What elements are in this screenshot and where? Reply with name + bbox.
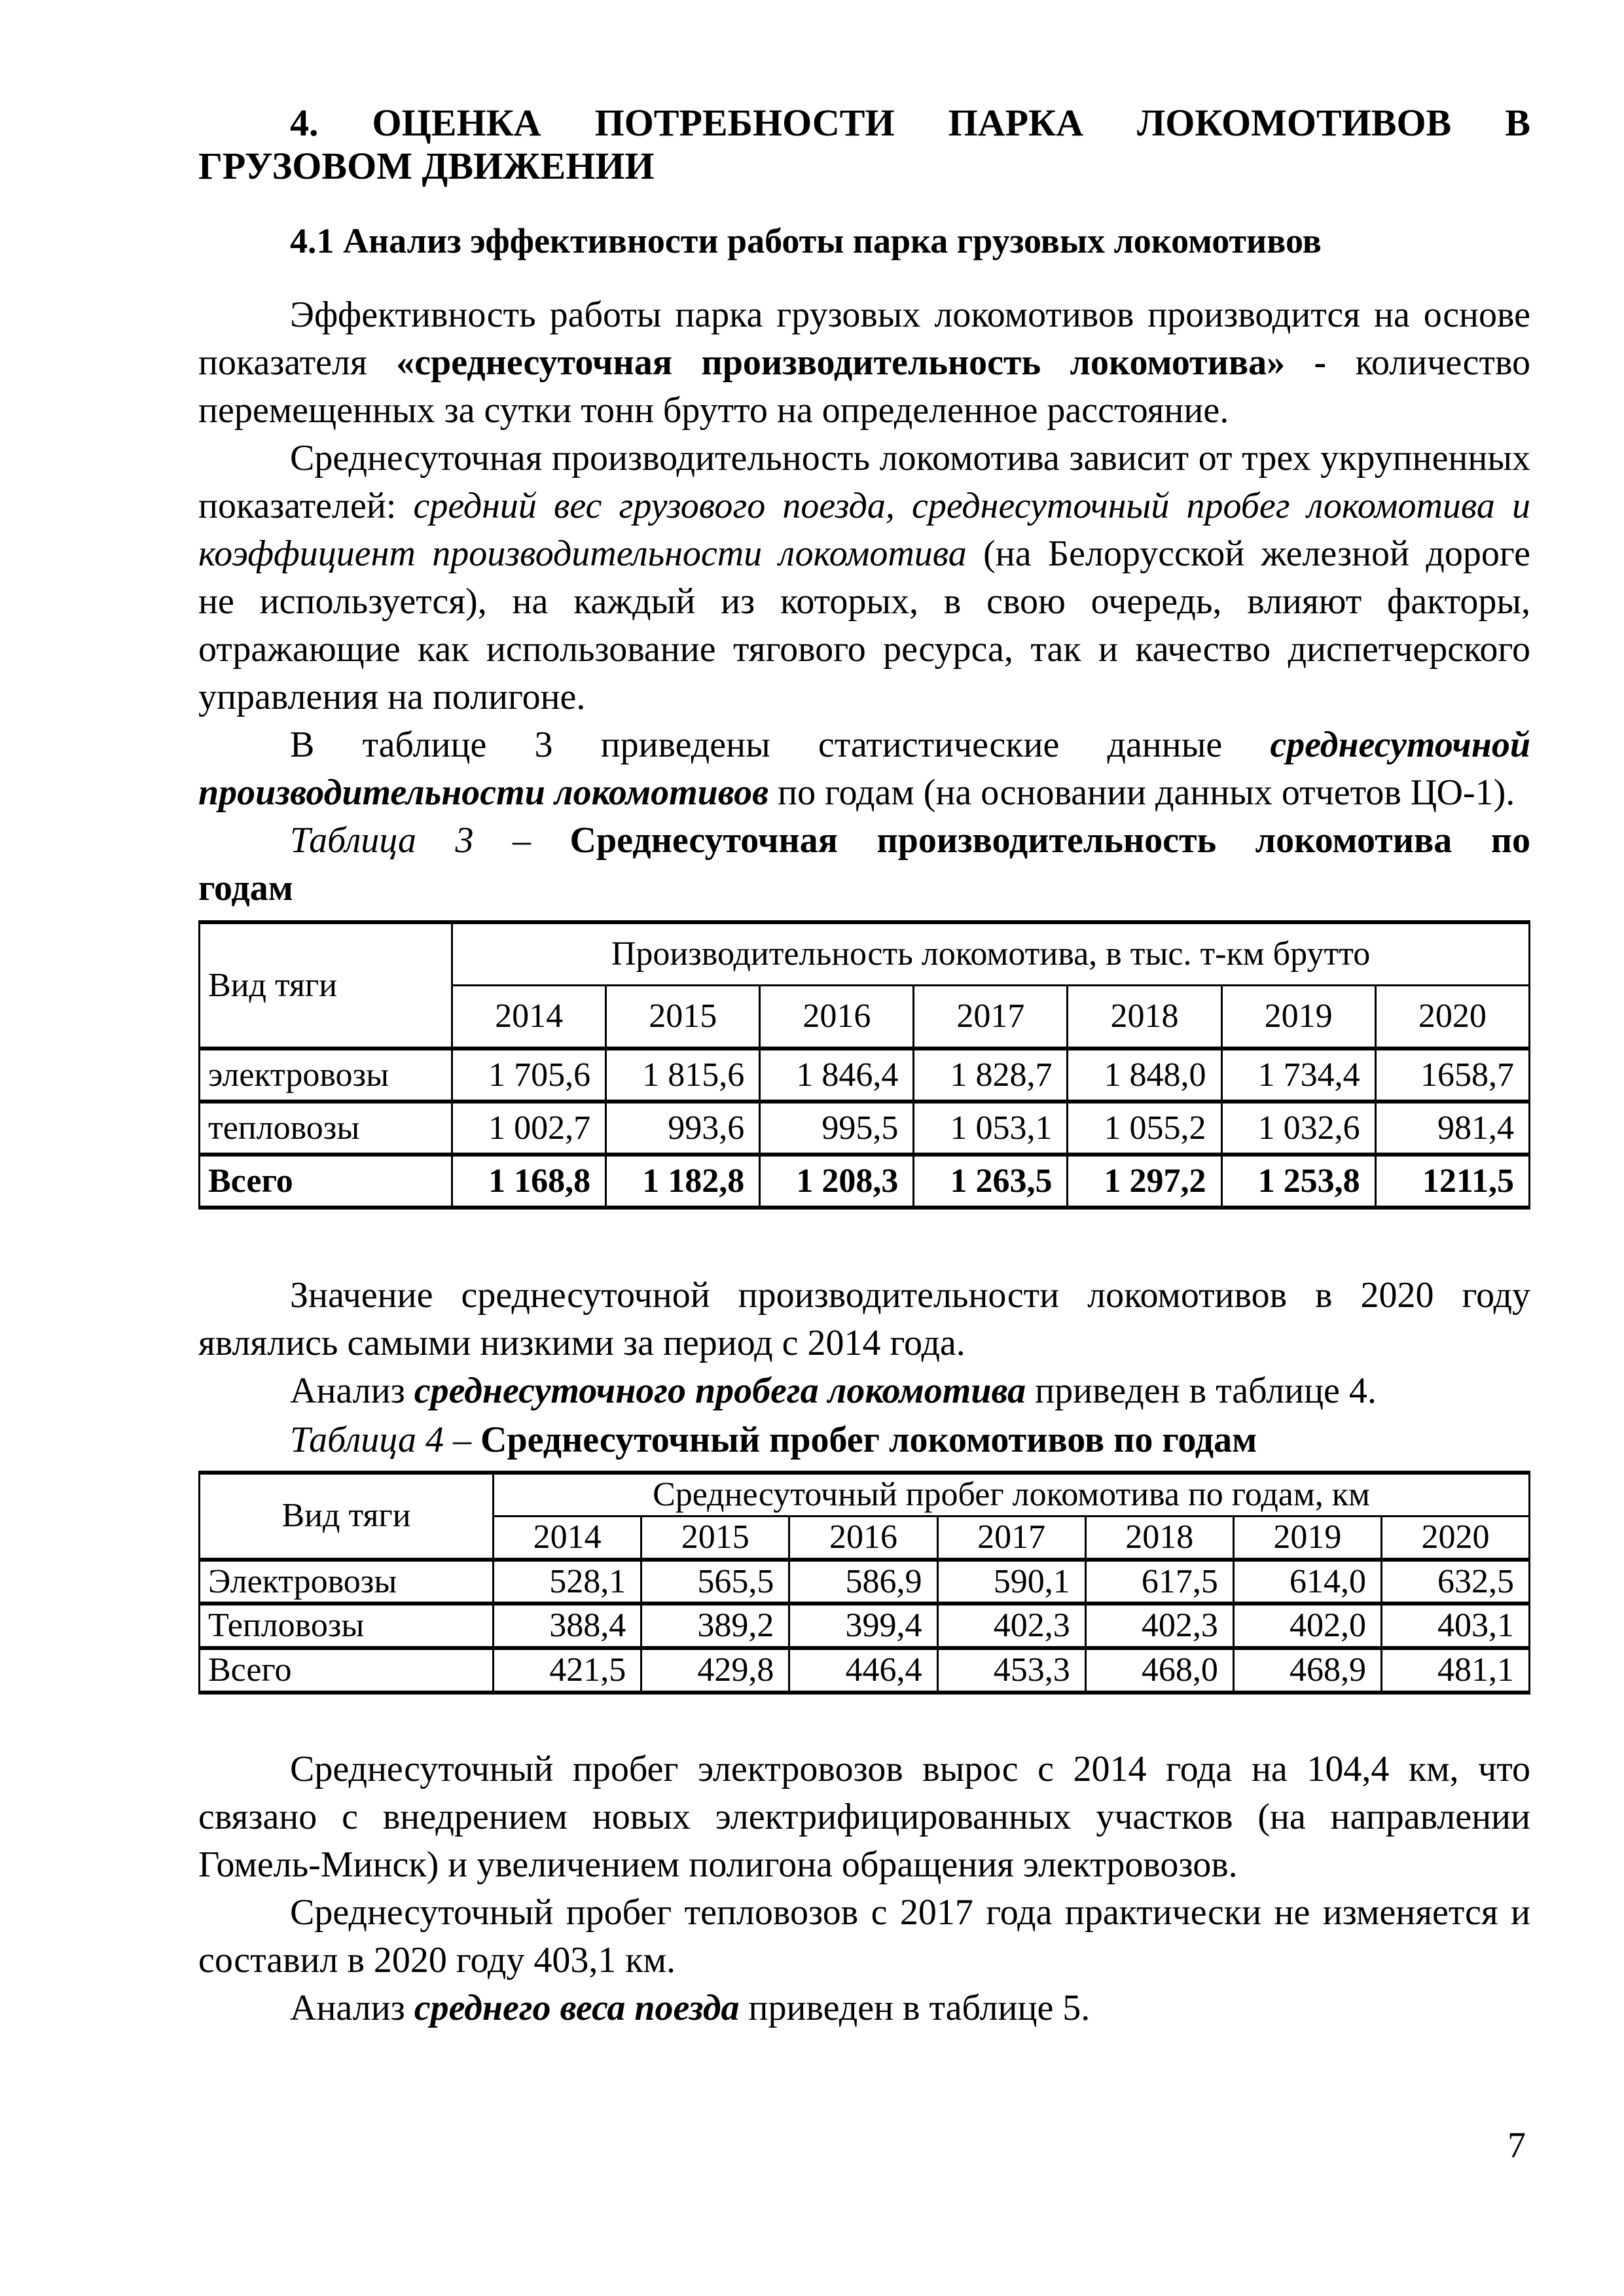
cell-value: 1 848,0 bbox=[1068, 1049, 1221, 1102]
cell-value: 446,4 bbox=[789, 1648, 937, 1693]
section-subheading: 4.1 Анализ эффективности работы парка грузовых локомотивов bbox=[290, 221, 1322, 260]
table-row-total bbox=[200, 1648, 1530, 1693]
cell-value: 993,6 bbox=[606, 1102, 760, 1155]
cell-value: 528,1 bbox=[494, 1560, 641, 1604]
cell-year: 2019 bbox=[1233, 1516, 1381, 1559]
cell-value: 1 208,3 bbox=[760, 1155, 914, 1208]
cell-value: 1 182,8 bbox=[606, 1155, 760, 1208]
cell-value: 1 705,6 bbox=[452, 1049, 606, 1102]
cell-label: Всего bbox=[200, 1155, 452, 1208]
text-run-bold-italic: среднесуточной производительности локомотивов bbox=[198, 725, 1530, 813]
cell-value: 1 168,8 bbox=[452, 1155, 606, 1208]
text-run: по годам (на основании данных отчетов ЦО-1). bbox=[768, 772, 1515, 813]
paragraph-effectiveness bbox=[198, 291, 1530, 435]
paragraph-2020-low: Значение среднесуточной производительности локомотивов в 2020 году являлись самыми низкими за период с 2014 года. bbox=[198, 1275, 1530, 1363]
text-run-bold-italic: среднего веса поезда bbox=[414, 1987, 740, 2028]
table4-caption bbox=[198, 1416, 1530, 1464]
cell-label: Электровозы bbox=[200, 1560, 494, 1604]
cell-value: 403,1 bbox=[1382, 1604, 1530, 1648]
cell-year: 2014 bbox=[452, 986, 606, 1049]
chapter-heading bbox=[198, 101, 1530, 188]
cell-value: 389,2 bbox=[641, 1604, 789, 1648]
text-run-bold: «среднесуточная производительность локомотива» - bbox=[396, 342, 1327, 383]
cell-col-header: Вид тяги bbox=[200, 922, 452, 1049]
cell-value: 995,5 bbox=[760, 1102, 914, 1155]
cell-span-header: Производительность локомотива, в тыс. т-км брутто bbox=[452, 922, 1530, 986]
cell-year: 2016 bbox=[760, 986, 914, 1049]
text-run: (на Белорусской железной дороге не используется), на каждый из которых, в свою очередь, влияют факторы, отражающие как использование тягового ресурса, так и качество диспетчерского управления на полигоне. bbox=[198, 533, 1530, 717]
cell-year: 2016 bbox=[789, 1516, 937, 1559]
cell-year: 2019 bbox=[1221, 986, 1375, 1049]
cell-year: 2020 bbox=[1382, 1516, 1530, 1559]
cell-col-header: Вид тяги bbox=[200, 1473, 494, 1560]
table-row bbox=[200, 1049, 1530, 1102]
text-run: Анализ bbox=[290, 1987, 414, 2028]
cell-value: 1 263,5 bbox=[914, 1155, 1068, 1208]
table-row bbox=[200, 1102, 1530, 1155]
cell-value: 1658,7 bbox=[1375, 1049, 1529, 1102]
cell-value: 617,5 bbox=[1085, 1560, 1233, 1604]
cell-value: 388,4 bbox=[494, 1604, 641, 1648]
cell-value: 399,4 bbox=[789, 1604, 937, 1648]
cell-value: 981,4 bbox=[1375, 1102, 1529, 1155]
paragraph-table5-intro bbox=[198, 1984, 1530, 2032]
cell-year: 2017 bbox=[914, 986, 1068, 1049]
text-run: приведен в таблице 4. bbox=[1026, 1371, 1377, 1411]
cell-label: тепловозы bbox=[200, 1102, 452, 1155]
text-run: В таблице 3 приведены статистические данные bbox=[290, 725, 1271, 765]
cell-value: 481,1 bbox=[1382, 1648, 1530, 1693]
table-row bbox=[200, 1604, 1530, 1648]
chapter-heading-line2: ГРУЗОВОМ ДВИЖЕНИИ bbox=[198, 145, 655, 187]
cell-value: 1 815,6 bbox=[606, 1049, 760, 1102]
cell-value: 468,9 bbox=[1233, 1648, 1381, 1693]
cell-value: 1211,5 bbox=[1375, 1155, 1529, 1208]
page-content bbox=[198, 101, 1530, 2032]
table4-caption-title: Среднесуточный пробег локомотивов по годам bbox=[480, 1420, 1257, 1460]
cell-value: 590,1 bbox=[937, 1560, 1085, 1604]
table-row bbox=[200, 1560, 1530, 1604]
cell-value: 1 297,2 bbox=[1068, 1155, 1221, 1208]
cell-value: 1 846,4 bbox=[760, 1049, 914, 1102]
cell-value: 1 002,7 bbox=[452, 1102, 606, 1155]
cell-label: Тепловозы bbox=[200, 1604, 494, 1648]
paragraph-table4-intro bbox=[198, 1367, 1530, 1415]
cell-label: Всего bbox=[200, 1648, 494, 1693]
cell-value: 1 828,7 bbox=[914, 1049, 1068, 1102]
table-row-total bbox=[200, 1155, 1530, 1208]
table3-caption bbox=[198, 817, 1530, 912]
cell-value: 1 734,4 bbox=[1221, 1049, 1375, 1102]
table3-caption-sep: – bbox=[473, 820, 570, 861]
table-row bbox=[200, 1473, 1530, 1516]
cell-year: 2020 bbox=[1375, 986, 1529, 1049]
page-number: 7 bbox=[1507, 2125, 1526, 2166]
cell-value: 1 053,1 bbox=[914, 1102, 1068, 1155]
cell-year: 2015 bbox=[606, 986, 760, 1049]
cell-label: электровозы bbox=[200, 1049, 452, 1102]
table3-caption-line1 bbox=[198, 817, 1530, 865]
cell-value: 632,5 bbox=[1382, 1560, 1530, 1604]
cell-value: 614,0 bbox=[1233, 1560, 1381, 1604]
cell-year: 2018 bbox=[1068, 986, 1221, 1049]
cell-span-header: Среднесуточный пробег локомотива по годам, км bbox=[494, 1473, 1530, 1516]
cell-year: 2017 bbox=[937, 1516, 1085, 1559]
cell-value: 429,8 bbox=[641, 1648, 789, 1693]
cell-year: 2015 bbox=[641, 1516, 789, 1559]
text-run: Среднесуточная производительность локомотива зависит от трех укрупненных показателей: bbox=[198, 438, 1530, 526]
text-run-bold-italic: среднесуточного пробега локомотива bbox=[414, 1371, 1026, 1411]
table4-daily-mileage bbox=[198, 1471, 1530, 1695]
paragraph-diesel-stable: Среднесуточный пробег тепловозов с 2017 года практически не изменяется и составил в 2020 году 403,1 км. bbox=[198, 1892, 1530, 1981]
cell-value: 565,5 bbox=[641, 1560, 789, 1604]
cell-value: 402,0 bbox=[1233, 1604, 1381, 1648]
cell-value: 468,0 bbox=[1085, 1648, 1233, 1693]
cell-year: 2014 bbox=[494, 1516, 641, 1559]
cell-value: 1 055,2 bbox=[1068, 1102, 1221, 1155]
cell-year: 2018 bbox=[1085, 1516, 1233, 1559]
table3-caption-line2: годам bbox=[198, 868, 293, 908]
cell-value: 402,3 bbox=[1085, 1604, 1233, 1648]
text-run-italic: средний вес грузового поезда, среднесуточный пробег локомотива и коэффициент производительности локомотива bbox=[198, 486, 1530, 574]
text-run: приведен в таблице 5. bbox=[739, 1987, 1091, 2028]
table3-caption-label: Таблица 3 bbox=[290, 820, 474, 861]
cell-value: 1 253,8 bbox=[1221, 1155, 1375, 1208]
cell-value: 586,9 bbox=[789, 1560, 937, 1604]
paragraph-electric-growth: Среднесуточный пробег электровозов вырос с 2014 года на 104,4 км, что связано с внедрением новых электрифицированных участков (на направлении Гомель-Минск) и увеличением полигона обращения электровозов. bbox=[198, 1748, 1530, 1885]
paragraph-table3-intro bbox=[198, 721, 1530, 817]
paragraph-indicators bbox=[198, 435, 1530, 721]
text-run: Анализ bbox=[290, 1371, 414, 1411]
text-run: количество перемещенных за сутки тонн брутто на определенное расстояние. bbox=[198, 342, 1530, 431]
cell-value: 1 032,6 bbox=[1221, 1102, 1375, 1155]
table3-caption-title: Среднесуточная производительность локомотива по bbox=[569, 820, 1530, 861]
table4-caption-sep: – bbox=[444, 1420, 480, 1460]
cell-value: 421,5 bbox=[494, 1648, 641, 1693]
cell-value: 453,3 bbox=[937, 1648, 1085, 1693]
chapter-heading-line1: 4. ОЦЕНКА ПОТРЕБНОСТИ ПАРКА ЛОКОМОТИВОВ В bbox=[290, 101, 1530, 144]
table-row bbox=[200, 922, 1530, 986]
text-run: Эффективность работы парка грузовых локомотивов производится на основе показателя bbox=[198, 295, 1530, 383]
cell-value: 402,3 bbox=[937, 1604, 1085, 1648]
table3-locomotive-productivity bbox=[198, 920, 1530, 1210]
table4-caption-label: Таблица 4 bbox=[290, 1420, 444, 1460]
